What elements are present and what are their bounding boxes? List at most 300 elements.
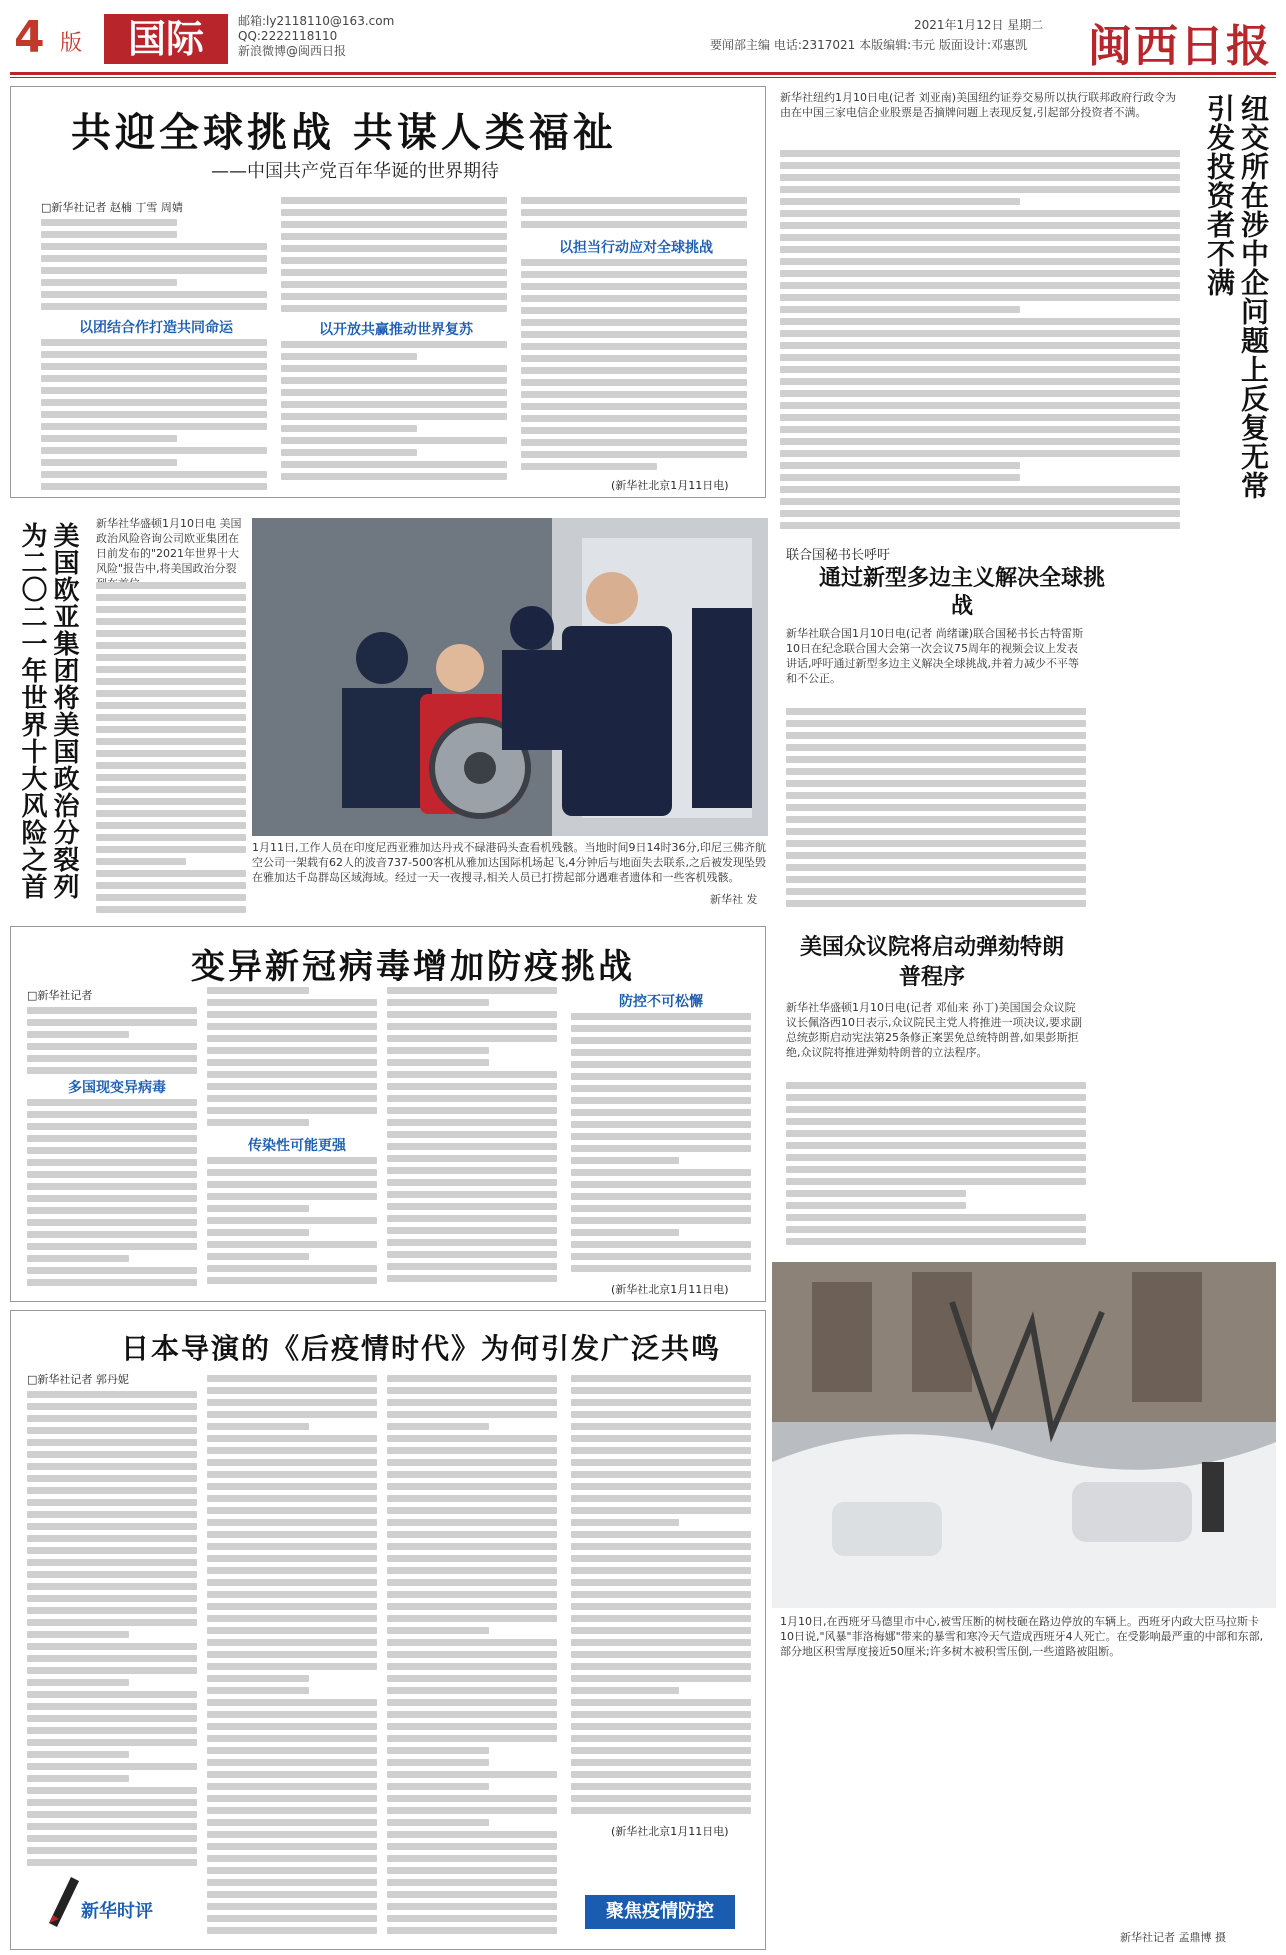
text-line	[96, 870, 246, 877]
text-line	[27, 1703, 197, 1710]
text-line	[780, 222, 1180, 229]
risk-article	[10, 512, 250, 916]
text-line	[207, 1011, 377, 1018]
text-line	[387, 1831, 557, 1838]
text-line	[571, 1687, 679, 1694]
text-line	[96, 774, 246, 781]
text-line	[27, 1463, 197, 1470]
text-line	[41, 375, 267, 382]
text-line	[387, 1927, 557, 1934]
text-line	[27, 1535, 197, 1542]
text-line	[96, 810, 246, 817]
japan-source: (新华社北京1月11日电)	[611, 1825, 729, 1838]
text-line	[387, 1095, 557, 1102]
text-line	[27, 1835, 197, 1842]
text-line	[27, 1667, 197, 1674]
text-line	[207, 1795, 377, 1802]
text-line	[387, 1747, 489, 1754]
text-line	[207, 1495, 377, 1502]
text-line	[521, 209, 747, 216]
text-line	[96, 738, 246, 745]
text-line	[281, 449, 417, 456]
text-line	[521, 451, 747, 458]
impeach-lead: 新华社华盛顿1月10日电(记者 邓仙来 孙丁)美国国会众议院议长佩洛西10日表示,众议院民主党人将推进一项决议,要求副总统彭斯启动宪法第25条修正案罢免总统特朗普,如果彭斯拒绝,众议院将推进弹劾特朗普的立法程序。	[786, 1001, 1082, 1059]
text-line	[521, 343, 747, 350]
text-line	[207, 1483, 377, 1490]
text-line	[387, 1735, 557, 1742]
text-line	[41, 219, 177, 226]
text-line	[96, 714, 246, 721]
un-kicker: 联合国秘书长呼吁	[786, 548, 891, 563]
text-line	[780, 366, 1180, 373]
text-line	[27, 1171, 197, 1178]
text-line	[27, 1475, 197, 1482]
text-line	[207, 1519, 377, 1526]
text-line	[786, 744, 1086, 751]
text-line	[207, 1615, 377, 1622]
lead-subhead-3: 以担当行动应对全球挑战	[559, 240, 713, 256]
text-line	[27, 1183, 197, 1190]
text-line	[207, 1711, 377, 1718]
text-line	[387, 1759, 489, 1766]
text-line	[571, 1265, 751, 1272]
text-line	[387, 1855, 557, 1862]
text-line	[571, 1169, 751, 1176]
text-line	[571, 1109, 751, 1116]
text-line	[207, 1387, 377, 1394]
text-line	[27, 1031, 129, 1038]
contact-email: 邮箱:ly2118110@163.com	[238, 14, 395, 28]
text-line	[27, 1195, 197, 1202]
text-line	[96, 822, 246, 829]
text-line	[786, 720, 1086, 727]
text-line	[207, 987, 309, 994]
text-line	[96, 594, 246, 601]
text-line	[387, 1411, 557, 1418]
text-line	[780, 354, 1180, 361]
section-tag: 国际	[104, 14, 228, 64]
text-line	[27, 1427, 197, 1434]
text-line	[387, 1627, 489, 1634]
text-line	[387, 1723, 557, 1730]
text-line	[207, 1447, 377, 1454]
text-line	[780, 450, 1180, 457]
text-line	[41, 279, 177, 286]
text-line	[780, 186, 1180, 193]
text-line	[207, 1205, 309, 1212]
text-line	[207, 1507, 377, 1514]
text-line	[571, 1411, 751, 1418]
text-line	[387, 1119, 557, 1126]
text-line	[281, 389, 507, 396]
text-line	[207, 1095, 377, 1102]
text-line	[387, 1507, 557, 1514]
text-line	[786, 1226, 1086, 1233]
text-line	[571, 1375, 751, 1382]
text-line	[27, 1207, 197, 1214]
text-line	[281, 209, 507, 216]
text-line	[780, 198, 1020, 205]
text-line	[387, 1675, 557, 1682]
text-line	[27, 1583, 197, 1590]
text-line	[41, 339, 267, 346]
text-line	[387, 1651, 557, 1658]
text-line	[207, 1059, 377, 1066]
lead-subtitle: ——中国共产党百年华诞的世界期待	[211, 161, 499, 182]
text-line	[521, 463, 657, 470]
text-line	[571, 1735, 751, 1742]
contact-weibo: 新浪微博@闽西日报	[238, 44, 347, 58]
text-line	[786, 1142, 1086, 1149]
text-line	[780, 462, 1020, 469]
text-line	[780, 474, 1020, 481]
text-line	[521, 331, 747, 338]
text-line	[780, 414, 1180, 421]
text-line	[780, 402, 1180, 409]
text-line	[786, 816, 1086, 823]
text-line	[27, 1715, 197, 1722]
text-line	[571, 1387, 751, 1394]
lead-title: 共迎全球挑战 共谋人类福祉	[71, 109, 617, 156]
photo-caption: 1月11日,工作人员在印度尼西亚雅加达丹戎不碌港码头查看机残骸。当地时间9日14时36分,印尼三佛齐航空公司一架载有62人的波音737-500客机从雅加达国际机场起飞,4分钟后与地面失去联系,之后被发现坠毁在雅加达千岛群岛区域海域。经过一天一夜搜寻,相关人员已打捞起部分遇难者遗体和一些客机残骸。	[252, 841, 766, 884]
text-line	[207, 1071, 377, 1078]
text-line	[571, 1795, 751, 1802]
text-line	[207, 1735, 377, 1742]
text-line	[387, 1035, 557, 1042]
text-line	[387, 1059, 489, 1066]
text-line	[521, 221, 747, 228]
text-line	[96, 894, 246, 901]
text-line	[387, 1603, 557, 1610]
text-line	[387, 1399, 557, 1406]
text-line	[207, 1435, 377, 1442]
text-line	[41, 243, 267, 250]
contact-qq: QQ:2222118110	[238, 29, 338, 43]
text-line	[571, 1049, 751, 1056]
text-line	[387, 1771, 557, 1778]
xinhua-commentary-label: 新华时评	[81, 1901, 153, 1922]
text-line	[571, 1145, 751, 1152]
text-line	[571, 1699, 751, 1706]
text-line	[387, 1843, 557, 1850]
text-line	[27, 1547, 197, 1554]
text-line	[571, 1399, 751, 1406]
text-line	[387, 1867, 557, 1874]
text-line	[27, 1799, 197, 1806]
covid-subhead-1: 多国现变异病毒	[68, 1080, 166, 1096]
text-line	[786, 1238, 1086, 1245]
text-line	[41, 363, 267, 370]
text-line	[780, 390, 1180, 397]
text-line	[571, 1217, 751, 1224]
text-line	[207, 1807, 377, 1814]
text-line	[207, 1277, 377, 1284]
covid-byline: □新华社记者	[27, 989, 93, 1002]
text-line	[387, 1387, 557, 1394]
un-article	[772, 540, 1276, 916]
text-line	[571, 1615, 751, 1622]
text-line	[387, 1687, 557, 1694]
text-line	[387, 1251, 557, 1258]
text-line	[571, 1157, 679, 1164]
text-line	[27, 1655, 197, 1662]
text-line	[207, 1181, 377, 1188]
text-line	[281, 305, 507, 312]
text-line	[780, 438, 1180, 445]
text-line	[27, 1007, 197, 1014]
text-line	[96, 750, 246, 757]
text-line	[786, 1214, 1086, 1221]
text-line	[571, 1085, 751, 1092]
text-line	[207, 1253, 309, 1260]
snow-caption: 1月10日,在西班牙马德里市中心,被雪压断的树枝砸在路边停放的车辆上。西班牙内政大臣马拉斯卡10日说,"风暴"菲洛梅娜"带来的暴雪和寒冷天气造成西班牙4人死亡。在受影响最严重的中部和东部,部分地区积雪厚度接近50厘米;许多树木被积雪压倒,一些道路被阻断。	[780, 1615, 1264, 1658]
text-line	[207, 1591, 377, 1598]
text-line	[281, 425, 417, 432]
text-line	[27, 1847, 197, 1854]
text-line	[27, 1607, 197, 1614]
text-line	[27, 1415, 197, 1422]
text-line	[96, 654, 246, 661]
text-line	[96, 882, 246, 889]
text-line	[207, 1411, 377, 1418]
xinhua-commentary-badge	[41, 1871, 181, 1931]
lead-source: (新华社北京1月11日电)	[611, 479, 729, 492]
text-line	[207, 1119, 309, 1126]
text-line	[207, 1927, 377, 1934]
impeach-title: 美国众议院将启动弹劾特朗普程序	[799, 934, 1064, 990]
text-line	[571, 1073, 751, 1080]
page-number: 4	[14, 12, 45, 63]
text-line	[281, 257, 507, 264]
text-line	[207, 1107, 377, 1114]
text-line	[96, 690, 246, 697]
text-line	[281, 377, 507, 384]
text-line	[281, 473, 507, 480]
focus-tag: 聚焦疫情防控	[585, 1895, 735, 1929]
text-line	[521, 319, 747, 326]
snow-photo	[772, 1262, 1276, 1608]
text-line	[27, 1255, 129, 1262]
lead-subhead-2: 以开放共赢推动世界复苏	[319, 322, 473, 338]
text-line	[96, 666, 246, 673]
text-line	[786, 708, 1086, 715]
text-line	[387, 1263, 557, 1270]
text-line	[207, 1399, 377, 1406]
text-line	[27, 1267, 197, 1274]
text-line	[281, 269, 507, 276]
text-line	[27, 1219, 197, 1226]
text-line	[387, 1083, 557, 1090]
text-line	[571, 1519, 679, 1526]
text-line	[571, 1471, 751, 1478]
text-line	[387, 1155, 557, 1162]
risk-title: 美国欧亚集团将美国政治分裂列为二〇二一年世界十大风险之首	[17, 522, 79, 900]
text-line	[521, 307, 747, 314]
text-line	[41, 411, 267, 418]
text-line	[27, 1523, 197, 1530]
text-line	[27, 1691, 197, 1698]
text-line	[786, 804, 1086, 811]
text-line	[96, 786, 246, 793]
nyse-title: 纽交所在涉中企问题上反复无常引发投资者不满	[1203, 94, 1270, 500]
text-line	[387, 1423, 489, 1430]
text-line	[387, 1107, 557, 1114]
text-line	[780, 522, 1180, 529]
text-line	[387, 1783, 489, 1790]
text-line	[281, 353, 417, 360]
text-line	[780, 426, 1180, 433]
text-line	[207, 1651, 377, 1658]
snow-credit: 新华社记者 孟鼎博 摄	[1120, 1931, 1226, 1944]
text-line	[387, 1903, 557, 1910]
text-line	[27, 1595, 197, 1602]
text-line	[387, 1275, 557, 1282]
text-line	[387, 1167, 557, 1174]
covid-title: 变异新冠病毒增加防疫挑战	[191, 947, 635, 987]
issue-date: 2021年1月12日 星期二	[914, 18, 1044, 32]
text-line	[207, 1047, 377, 1054]
text-line	[27, 1487, 197, 1494]
lead-byline: □新华社记者 赵楠 丁雪 周婧	[41, 201, 183, 214]
text-line	[780, 510, 1180, 517]
text-line	[786, 1118, 1086, 1125]
covid-article	[10, 926, 766, 1302]
text-line	[387, 1375, 557, 1382]
text-line	[41, 435, 177, 442]
text-line	[281, 221, 507, 228]
text-line	[521, 283, 747, 290]
text-line	[786, 1130, 1086, 1137]
text-line	[207, 1843, 377, 1850]
text-line	[27, 1775, 129, 1782]
text-line	[96, 798, 246, 805]
text-line	[27, 1159, 197, 1166]
text-line	[786, 1094, 1086, 1101]
text-line	[571, 1181, 751, 1188]
text-line	[571, 1663, 751, 1670]
text-line	[207, 1023, 377, 1030]
text-line	[786, 888, 1086, 895]
editor-line: 要闻部主编 电话:2317021 本版编辑:韦元 版面设计:邓惠凯	[710, 38, 1028, 52]
text-line	[387, 1543, 557, 1550]
text-line	[27, 1811, 197, 1818]
text-line	[571, 1555, 751, 1562]
text-line	[27, 1559, 197, 1566]
text-line	[780, 498, 1180, 505]
text-line	[387, 1519, 557, 1526]
text-line	[571, 1639, 751, 1646]
text-line	[41, 447, 267, 454]
text-line	[207, 1423, 309, 1430]
text-line	[27, 1067, 197, 1074]
text-line	[780, 294, 1180, 301]
text-line	[27, 1019, 197, 1026]
text-line	[207, 1855, 377, 1862]
page-suffix: 版	[60, 31, 83, 56]
text-line	[207, 999, 377, 1006]
text-line	[281, 413, 507, 420]
text-line	[786, 840, 1086, 847]
text-line	[96, 702, 246, 709]
text-line	[96, 582, 246, 589]
text-line	[207, 1531, 377, 1538]
header-rule-thin	[10, 77, 1276, 78]
text-line	[521, 427, 747, 434]
text-line	[27, 1739, 197, 1746]
text-line	[41, 483, 267, 490]
text-line	[41, 423, 267, 430]
text-line	[387, 1807, 557, 1814]
text-line	[521, 403, 747, 410]
text-line	[387, 1215, 557, 1222]
text-line	[207, 1035, 377, 1042]
text-line	[27, 1391, 197, 1398]
text-line	[571, 1711, 751, 1718]
text-line	[387, 1531, 557, 1538]
text-line	[207, 1819, 377, 1826]
text-line	[207, 1157, 377, 1164]
text-line	[780, 246, 1180, 253]
text-line	[207, 1241, 377, 1248]
text-line	[571, 1675, 751, 1682]
text-line	[780, 342, 1180, 349]
text-line	[207, 1639, 377, 1646]
text-line	[786, 852, 1086, 859]
covid-source: (新华社北京1月11日电)	[611, 1283, 729, 1296]
text-line	[571, 1495, 751, 1502]
japan-article	[10, 1310, 766, 1950]
page-header	[0, 0, 1286, 92]
text-line	[786, 1106, 1086, 1113]
text-line	[27, 1499, 197, 1506]
text-line	[786, 876, 1086, 883]
text-line	[207, 1627, 377, 1634]
text-line	[27, 1403, 197, 1410]
text-line	[571, 1651, 751, 1658]
text-line	[96, 642, 246, 649]
crash-photo	[252, 518, 768, 836]
text-line	[207, 1783, 377, 1790]
text-line	[41, 267, 267, 274]
text-line	[27, 1231, 197, 1238]
text-line	[207, 1229, 309, 1236]
japan-byline: □新华社记者 郭丹妮	[27, 1373, 129, 1386]
text-line	[780, 486, 1180, 493]
text-line	[96, 762, 246, 769]
text-line	[207, 1459, 377, 1466]
snow-photo-image	[772, 1262, 1276, 1608]
text-line	[387, 1567, 557, 1574]
text-line	[780, 282, 1180, 289]
text-line	[387, 1011, 557, 1018]
text-line	[387, 1819, 489, 1826]
text-line	[281, 437, 507, 444]
text-line	[27, 1123, 197, 1130]
risk-lead: 新华社华盛顿1月10日电 美国政治风险咨询公司欧亚集团在日前发布的"2021年世界十大风险"报告中,将美国政治分裂	[96, 517, 242, 575]
text-line	[571, 1253, 751, 1260]
text-line	[387, 1495, 557, 1502]
text-line	[207, 1193, 377, 1200]
text-line	[571, 1193, 751, 1200]
text-line	[281, 293, 507, 300]
text-line	[96, 834, 246, 841]
text-line	[207, 1083, 377, 1090]
text-line	[207, 1891, 377, 1898]
text-line	[571, 1723, 751, 1730]
text-line	[207, 1879, 377, 1886]
un-lead: 新华社联合国1月10日电(记者 尚绪谦)联合国秘书长古特雷斯10日在纪念联合国大会第一次会议75周年的视频会议上发表讲话,呼吁通过新型多边主义解决全球挑战,并着力减少不平等和不公正。	[786, 627, 1084, 685]
text-line	[780, 210, 1180, 217]
